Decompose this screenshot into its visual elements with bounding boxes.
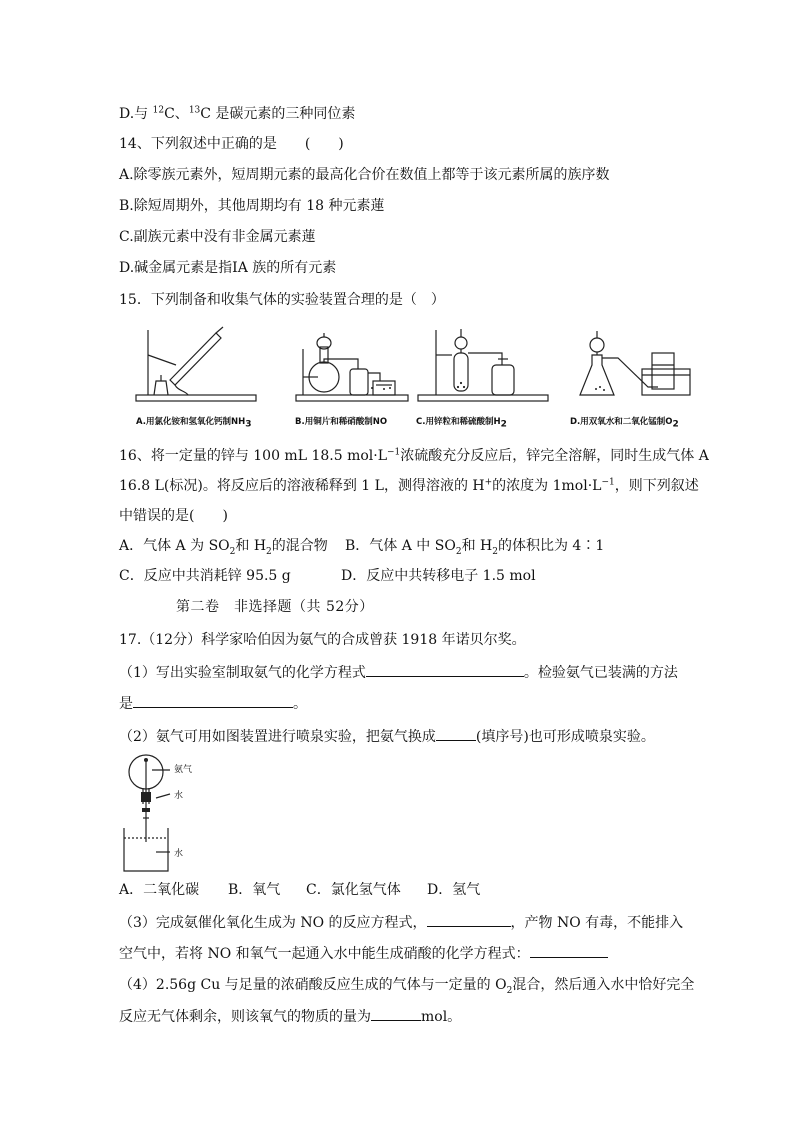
text: D.用双氧水和二氧化锰制O bbox=[570, 417, 673, 427]
q17-part2 bbox=[119, 726, 655, 747]
label-ammonia: 氨气 bbox=[174, 765, 193, 775]
clip bbox=[142, 808, 150, 812]
text: 和 H bbox=[235, 538, 267, 554]
q17-part3-line1 bbox=[119, 912, 683, 933]
caption-a bbox=[136, 415, 252, 430]
q17-part4-line2 bbox=[119, 1006, 461, 1027]
q17-opt-a: A．二氧化碳 bbox=[119, 882, 200, 898]
answer-blank[interactable] bbox=[436, 726, 476, 741]
q16-option-d: D．反应中共转移电子 1.5 mol bbox=[341, 568, 536, 584]
label-water-1: 水 bbox=[174, 791, 184, 801]
q16-line3: 中错误的是( ) bbox=[119, 508, 228, 524]
q16-option-b bbox=[345, 536, 604, 556]
apparatus-d bbox=[580, 331, 690, 395]
subscript: 2 bbox=[672, 419, 679, 430]
q15-figure bbox=[118, 325, 700, 435]
text: 空气中，若将 NO 和氧气一起通入水中能生成硝酸的化学方程式： bbox=[119, 946, 530, 962]
subscript: 2 bbox=[455, 546, 462, 557]
q17-part4-line1 bbox=[119, 975, 694, 995]
q16-option-c: C．反应中共消耗锌 95.5 g bbox=[119, 568, 291, 584]
text: 的浓度为 1mol·L bbox=[492, 478, 602, 494]
text: A．气体 A 为 SO bbox=[119, 538, 230, 554]
text: B．气体 A 中 SO bbox=[345, 538, 456, 554]
text: 反应无气体剩余，则该氧气的物质的量为 bbox=[119, 1009, 371, 1025]
caption-b: B.用铜片和稀硝酸制NO bbox=[295, 417, 388, 427]
subscript: 2 bbox=[266, 546, 272, 557]
q15-stem: 15．下列制备和收集气体的实验装置合理的是（ ） bbox=[119, 292, 445, 308]
text: 。 bbox=[293, 696, 307, 712]
caption-d bbox=[570, 415, 679, 430]
text: （3）完成氨催化氧化生成为 NO 的反应方程式， bbox=[119, 915, 427, 931]
q17-opt-b: B．氧气 bbox=[228, 882, 281, 898]
text: ，产物 NO 有毒，不能排入 bbox=[510, 915, 684, 931]
q14-stem: 14、下列叙述中正确的是 ( ) bbox=[119, 136, 344, 152]
apparatus-a bbox=[136, 327, 256, 401]
q14-option-d: D.碱金属元素是指ⅠA 族的所有元素 bbox=[119, 260, 337, 276]
text: 浓硫酸充分反应后，锌完全溶解，同时生成气体 A bbox=[400, 448, 709, 464]
q17-part3-line2 bbox=[119, 943, 608, 964]
text: 的混合物 bbox=[271, 538, 328, 554]
superscript: 13 bbox=[188, 105, 201, 116]
text: （4）2.56g Cu 与足量的浓硝酸反应生成的气体与一定量的 O bbox=[119, 977, 507, 993]
q16-option-a bbox=[119, 536, 328, 556]
subscript: 2 bbox=[506, 985, 513, 996]
answer-blank[interactable] bbox=[371, 1006, 421, 1021]
text: （2）氨气可用如图装置进行喷泉实验，把氨气换成 bbox=[119, 729, 436, 745]
text: 混合，然后通入水中恰好完全 bbox=[512, 977, 695, 993]
superscript: + bbox=[484, 477, 493, 488]
q17-part1-line2 bbox=[119, 693, 307, 714]
text: mol。 bbox=[421, 1009, 462, 1025]
subscript: 2 bbox=[229, 546, 236, 557]
text: 。检验氨气已装满的方法 bbox=[523, 665, 678, 681]
caption-c bbox=[416, 415, 507, 430]
text: 的体积比为 4∶1 bbox=[497, 538, 605, 554]
superscript: −1 bbox=[387, 447, 401, 458]
text: ，则下列叙述 bbox=[614, 478, 699, 494]
subscript: 2 bbox=[500, 419, 507, 430]
subscript: 2 bbox=[492, 546, 498, 557]
answer-blank[interactable] bbox=[133, 693, 293, 708]
q13-option-d bbox=[119, 104, 355, 124]
apparatus-c bbox=[418, 329, 548, 401]
q14-option-a: A.除零族元素外，短周期元素的最高化合价在数值上都等于该元素所属的族序数 bbox=[119, 167, 610, 183]
apparatus-b bbox=[296, 333, 408, 401]
text: D.与 bbox=[119, 106, 153, 122]
q17-opt-d: D．氢气 bbox=[427, 882, 481, 898]
q16-line2 bbox=[119, 476, 699, 496]
text: （1）写出实验室制取氨气的化学方程式 bbox=[119, 665, 366, 681]
superscript: −1 bbox=[601, 477, 615, 488]
q17-opt-c: C．氯化氢气体 bbox=[306, 882, 401, 898]
text: 16.8 L(标况)。将反应后的溶液稀释到 1 L，测得溶液的 H bbox=[119, 478, 485, 494]
fountain-apparatus-svg bbox=[118, 752, 228, 877]
section-title: 第二卷 非选择题（共 52分） bbox=[176, 599, 374, 615]
answer-blank[interactable] bbox=[427, 912, 511, 927]
q16-line1 bbox=[119, 446, 709, 466]
text: 和 H bbox=[461, 538, 493, 554]
fountain-figure bbox=[118, 752, 228, 877]
subscript: 3 bbox=[245, 419, 252, 430]
stopper bbox=[141, 792, 151, 802]
q17-stem: 17.（12分）科学家哈伯因为氨气的合成曾获 1918 年诺贝尔奖。 bbox=[119, 632, 526, 648]
superscript: 12 bbox=[152, 105, 165, 116]
text: C.用锌粒和稀硫酸制H bbox=[416, 417, 501, 427]
text: C 是碳元素的三种同位素 bbox=[200, 106, 356, 122]
answer-blank[interactable] bbox=[366, 662, 524, 677]
label-water-2: 水 bbox=[174, 849, 184, 859]
q17-part1-line1 bbox=[119, 662, 678, 683]
text: A.用氯化铵和氢氧化钙制NH bbox=[136, 417, 246, 427]
text: 16、将一定量的锌与 100 mL 18.5 mol·L bbox=[119, 448, 388, 464]
answer-blank[interactable] bbox=[530, 943, 608, 958]
text: 是 bbox=[119, 696, 133, 712]
text: C、 bbox=[164, 106, 189, 122]
text: (填序号)也可形成喷泉实验。 bbox=[475, 729, 655, 745]
q14-option-b: B.除短周期外，其他周期均有 18 种元素蓮 bbox=[119, 198, 385, 214]
q14-option-c: C.副族元素中没有非金属元素蓮 bbox=[119, 229, 316, 245]
